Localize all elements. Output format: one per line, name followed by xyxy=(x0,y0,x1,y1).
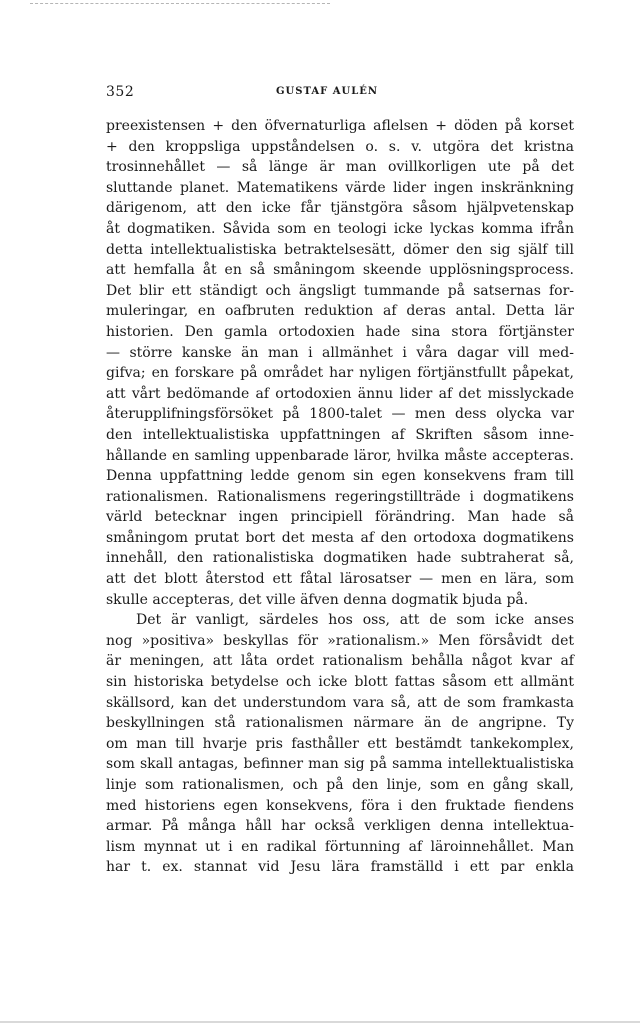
text-line: sluttande planet. Matematikens värde lider ingen inskränkning xyxy=(106,179,574,196)
text-line: hållande en samling uppenbarade läror, hvilka måste accepteras. xyxy=(106,447,574,464)
text-line: armar. På många håll har också verkligen denna intellektua- xyxy=(106,818,574,835)
paragraph-end-line: skulle accepteras, det ville äfven denna dogmatik bjuda på. xyxy=(106,591,529,608)
text-line: sin historiska betydelse och icke blott fattas såsom ett allmänt xyxy=(106,674,574,691)
text-line: om man till hvarje pris fasthåller ett bestämdt tankekomplex, xyxy=(106,735,574,752)
page-header xyxy=(106,84,574,104)
text-line: småningom prutat bort det mesta af den ortodoxa dogmatikens xyxy=(106,529,574,546)
body-text xyxy=(106,116,574,878)
text-line: preexistensen + den öfvernaturliga aflelsen + döden på korset xyxy=(106,118,574,134)
text-line: Denna uppfattning ledde genom sin egen konsekvens fram till xyxy=(106,468,574,485)
text-line: värld betecknar ingen principiell förändring. Man hade så xyxy=(106,509,574,526)
text-line: + den kroppsliga uppståndelsen o. s. v. utgöra det kristna xyxy=(106,138,574,155)
text-line: historien. Den gamla ortodoxien hade sina stora förtjänster xyxy=(106,323,574,340)
text-line: — större kanske än man i allmänhet i våra dagar vill med- xyxy=(106,344,574,361)
text-line: återupplifningsförsöket på 1800-talet — men dess olycka var xyxy=(106,406,574,423)
text-line: är meningen, att låta ordet rationalism behålla något kvar af xyxy=(106,653,574,670)
scan-edge-rule xyxy=(30,3,330,4)
text-line: lism mynnat ut i en radikal förtunning af läroinnehållet. Man xyxy=(106,838,574,855)
text-line: detta intellektualistiska betraktelsesätt, dömer den sig själf till xyxy=(106,241,574,258)
text-line: har t. ex. stannat vid Jesu lära framställd i ett par enkla xyxy=(106,859,574,876)
text-line: Det blir ett ständigt och ängsligt tummande på satsernas for- xyxy=(106,282,574,299)
text-line: innehåll, den rationalistiska dogmatiken hade subtraherat så, xyxy=(106,550,574,567)
text-line: nog »positiva» beskyllas för »rationalism.» Men försåvidt det xyxy=(106,632,574,649)
text-line: åt dogmatiken. Såvida som en teologi icke lyckas komma ifrån xyxy=(106,220,574,237)
text-line: skällsord, kan det understundom vara så, att de som framkasta xyxy=(106,694,574,711)
page-number: 352 xyxy=(106,84,135,100)
text-line: gifva; en forskare på området har nyligen förtjänstfullt påpekat, xyxy=(106,365,574,382)
paragraph-start-line: Det är vanligt, särdeles hos oss, att de som icke anses xyxy=(136,612,574,629)
text-line: därigenom, att den icke får tjänstgöra såsom hjälpvetenskap xyxy=(106,200,574,217)
running-head: GUSTAF AULÉN xyxy=(276,86,378,97)
scan-bottom-edge xyxy=(0,1021,640,1023)
text-line: den intellektualistiska uppfattningen af Skriften såsom inne- xyxy=(106,426,574,443)
text-line: att hemfalla åt en så småningom skeende upplösningsprocess. xyxy=(106,262,574,279)
text-line: linje som rationalismen, och på den linje, som en gång skall, xyxy=(106,777,574,793)
text-line: att vårt bedömande af ortodoxien ännu lider af det misslyckade xyxy=(106,385,574,402)
text-line: att det blott återstod ett fåtal lärosatser — men en lära, som xyxy=(106,571,574,588)
text-line: muleringar, en oafbruten reduktion af deras antal. Detta lär xyxy=(106,303,574,320)
text-line: beskyllningen stå rationalismen närmare än de angripne. Ty xyxy=(106,715,574,732)
text-line: trosinnehållet — så länge är man ovillkorligen ute på det xyxy=(106,159,574,176)
text-line: som skall antagas, befinner man sig på samma intellektualistiska xyxy=(106,756,574,773)
text-line: med historiens egen konsekvens, föra i den fruktade fiendens xyxy=(106,797,574,814)
text-line: rationalismen. Rationalismens regeringstillträde i dogmatikens xyxy=(106,488,574,505)
